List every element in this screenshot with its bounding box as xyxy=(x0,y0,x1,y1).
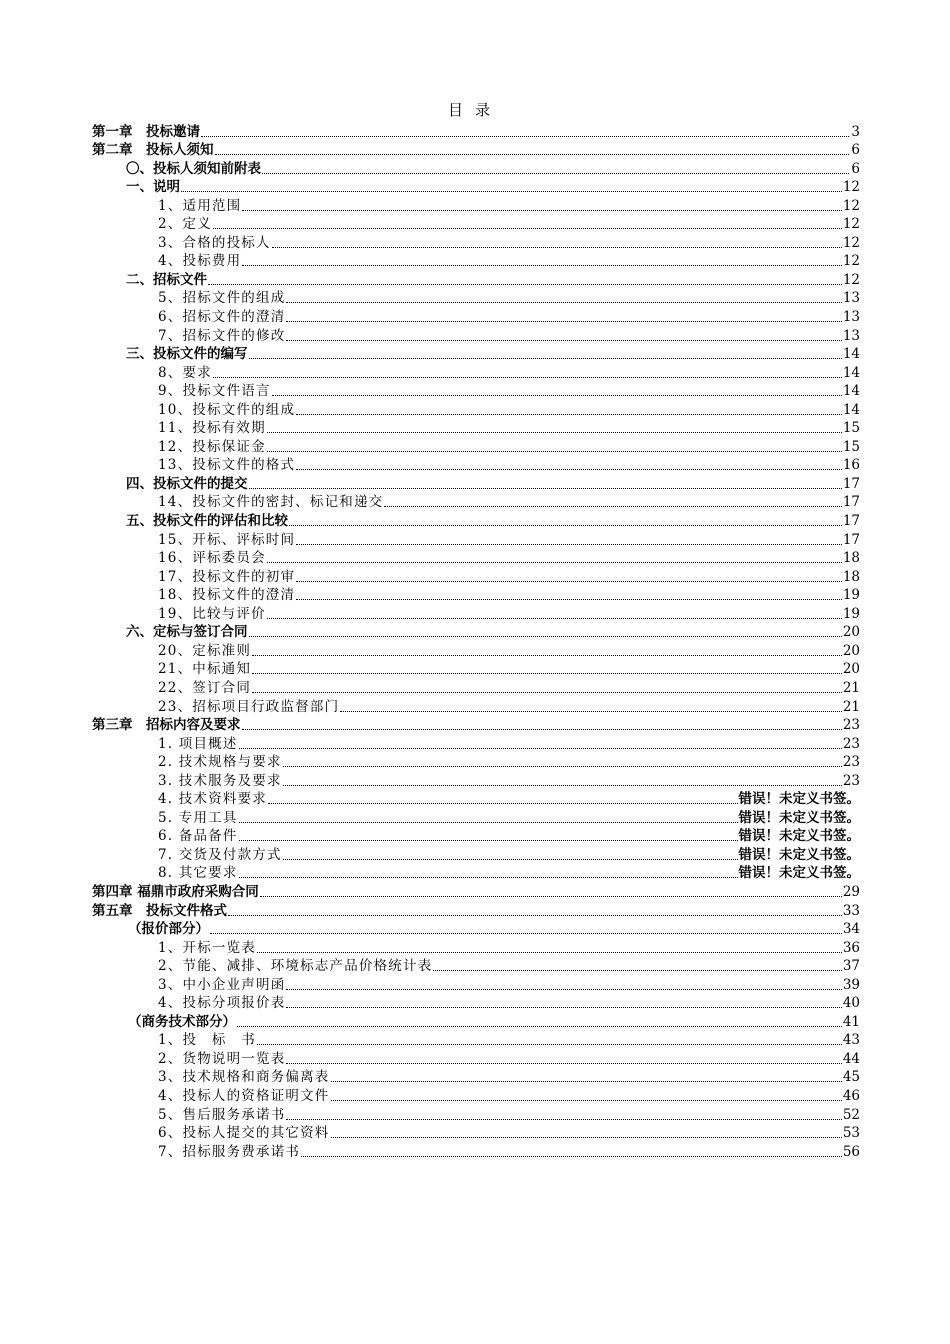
toc-entry-label: 六、定标与签订合同 xyxy=(126,624,248,641)
toc-entry-page: 12 xyxy=(842,271,860,288)
dot-leader xyxy=(331,1081,842,1082)
toc-entry[interactable] xyxy=(92,269,860,288)
dot-leader xyxy=(286,989,841,990)
toc-entry-page: 29 xyxy=(842,883,860,900)
toc-entry[interactable] xyxy=(92,418,860,437)
toc-entry-label: 1、投 标 书 xyxy=(158,1032,256,1049)
dot-leader xyxy=(267,618,842,619)
toc-entry[interactable] xyxy=(92,325,860,344)
toc-entry-page: 17 xyxy=(842,513,860,530)
toc-entry-label: 6、招标文件的澄清 xyxy=(158,309,286,326)
toc-entry[interactable] xyxy=(92,1141,860,1160)
toc-entry[interactable] xyxy=(92,1067,860,1086)
toc-entry-label: 8. 其它要求 xyxy=(158,865,238,882)
toc-entry-page: 21 xyxy=(842,698,860,715)
dot-leader xyxy=(272,247,842,248)
dot-leader xyxy=(249,358,842,359)
toc-entry[interactable] xyxy=(92,548,860,567)
toc-entry[interactable] xyxy=(92,937,860,956)
toc-entry-label: 18、投标文件的澄清 xyxy=(158,587,296,604)
toc-entry[interactable] xyxy=(92,362,860,381)
dot-leader xyxy=(331,1100,842,1101)
toc-entry[interactable] xyxy=(92,436,860,455)
toc-entry-page: 20 xyxy=(842,624,860,641)
toc-entry[interactable] xyxy=(92,733,860,752)
toc-entry-page: 17 xyxy=(842,494,860,511)
toc-entry[interactable] xyxy=(92,1011,860,1030)
toc-entry-page-error: 错误！未定义书签。 xyxy=(738,828,860,845)
toc-entry-page: 44 xyxy=(842,1050,860,1067)
toc-entry-page: 23 xyxy=(842,772,860,789)
toc-entry-page: 39 xyxy=(842,976,860,993)
toc-entry-page: 16 xyxy=(842,457,860,474)
toc-entry-page: 21 xyxy=(842,679,860,696)
toc-entry[interactable] xyxy=(92,399,860,418)
dot-leader xyxy=(433,970,841,971)
toc-entry-page: 14 xyxy=(842,346,860,363)
toc-entry[interactable] xyxy=(92,381,860,400)
dot-leader xyxy=(210,933,842,934)
toc-entry-page: 18 xyxy=(842,550,860,567)
toc-entry-page: 18 xyxy=(842,568,860,585)
toc-entry-label: 23、招标项目行政监督部门 xyxy=(158,698,340,715)
toc-entry-label: 7、招标文件的修改 xyxy=(158,327,286,344)
dot-leader xyxy=(283,859,738,860)
toc-entry-label: （商务技术部分） xyxy=(128,1013,236,1030)
toc-entry-page: 45 xyxy=(842,1069,860,1086)
toc-entry-label: 第二章 投标人须知 xyxy=(92,142,214,159)
dot-leader xyxy=(201,136,849,137)
dot-leader xyxy=(257,1044,842,1045)
toc-entry[interactable] xyxy=(92,752,860,771)
toc-entry[interactable] xyxy=(92,807,860,826)
dot-leader xyxy=(239,840,738,841)
dot-leader xyxy=(257,952,842,953)
dot-leader xyxy=(215,154,850,155)
toc-entry[interactable] xyxy=(92,177,860,196)
toc-entry-page-error: 错误！未定义书签。 xyxy=(738,865,860,882)
toc-entry-page: 12 xyxy=(842,216,860,233)
dot-leader xyxy=(296,544,842,545)
toc-entry-page: 13 xyxy=(842,309,860,326)
toc-entry[interactable] xyxy=(92,826,860,845)
toc-entry-page: 19 xyxy=(842,605,860,622)
dot-leader xyxy=(249,488,842,489)
toc-entry-label: 14、投标文件的密封、标记和递交 xyxy=(158,494,384,511)
toc-entry[interactable] xyxy=(92,789,860,808)
toc-entry-label: 第三章 招标内容及要求 xyxy=(92,717,241,734)
toc-entry-label: 21、中标通知 xyxy=(158,661,252,678)
toc-entry-label: 4. 技术资料要求 xyxy=(158,791,267,808)
toc-entry[interactable] xyxy=(92,473,860,492)
toc-entry-page: 37 xyxy=(842,958,860,975)
toc-entry[interactable] xyxy=(92,1104,860,1123)
toc-entry[interactable] xyxy=(92,1030,860,1049)
toc-entry-page: 14 xyxy=(842,364,860,381)
toc-entry-page: 13 xyxy=(842,290,860,307)
dot-leader xyxy=(262,173,849,174)
dot-leader xyxy=(181,191,842,192)
toc-entry-page: 3 xyxy=(851,123,860,140)
toc-entry[interactable] xyxy=(92,251,860,270)
toc-entry[interactable] xyxy=(92,993,860,1012)
toc-entry-label: 12、投标保证金 xyxy=(158,438,266,455)
toc-entry-label: 16、评标委员会 xyxy=(158,550,266,567)
dot-leader xyxy=(286,321,841,322)
toc-entry-page: 12 xyxy=(842,253,860,270)
toc-entry-page: 23 xyxy=(842,735,860,752)
dot-leader xyxy=(384,506,841,507)
toc-entry[interactable] xyxy=(92,640,860,659)
dot-leader xyxy=(252,673,842,674)
toc-entry-label: 2、货物说明一览表 xyxy=(158,1050,286,1067)
dot-leader xyxy=(296,599,842,600)
toc-entry[interactable] xyxy=(92,622,860,641)
dot-leader xyxy=(213,228,842,229)
dot-leader xyxy=(283,766,842,767)
dot-leader xyxy=(228,915,842,916)
toc-entry-page: 20 xyxy=(842,642,860,659)
toc-entry-page: 15 xyxy=(842,438,860,455)
toc-entry[interactable] xyxy=(92,455,860,474)
toc-entry-page: 43 xyxy=(842,1032,860,1049)
toc-entry-label: 6. 备品备件 xyxy=(158,828,238,845)
toc-entry-page: 6 xyxy=(851,142,860,159)
dot-leader xyxy=(286,1063,841,1064)
toc-entry[interactable] xyxy=(92,677,860,696)
toc-entry-page: 12 xyxy=(842,179,860,196)
toc-entry-label: 19、比较与评价 xyxy=(158,605,266,622)
dot-leader xyxy=(267,562,842,563)
dot-leader xyxy=(252,692,842,693)
toc-entry[interactable] xyxy=(92,603,860,622)
toc-entry-page: 41 xyxy=(842,1013,860,1030)
toc-entry-label: 一、说明 xyxy=(126,179,180,196)
dot-leader xyxy=(242,265,842,266)
dot-leader xyxy=(296,581,842,582)
toc-entry-label: 17、投标文件的初审 xyxy=(158,568,296,585)
dot-leader xyxy=(242,210,842,211)
toc-entry[interactable] xyxy=(92,306,860,325)
toc-entry-label: 2. 技术规格与要求 xyxy=(158,754,282,771)
toc-entry-page: 52 xyxy=(842,1106,860,1123)
dot-leader xyxy=(239,748,842,749)
toc-entry[interactable] xyxy=(92,900,860,919)
dot-leader xyxy=(286,340,841,341)
toc-entry[interactable] xyxy=(92,1048,860,1067)
toc-entry-label: 5、招标文件的组成 xyxy=(158,290,286,307)
toc-entry-page: 13 xyxy=(842,327,860,344)
toc-entry[interactable] xyxy=(92,140,860,159)
toc-entry[interactable] xyxy=(92,158,860,177)
dot-leader xyxy=(296,414,842,415)
toc-entry[interactable] xyxy=(92,529,860,548)
toc-entry-label: 3、技术规格和商务偏离表 xyxy=(158,1069,330,1086)
toc-entry-label: 1、开标一览表 xyxy=(158,939,256,956)
toc-entry[interactable] xyxy=(92,510,860,529)
toc-entry-label: 10、投标文件的组成 xyxy=(158,401,296,418)
toc-entry-label: 5、售后服务承诺书 xyxy=(158,1106,286,1123)
toc-entry-label: 第五章 投标文件格式 xyxy=(92,902,227,919)
dot-leader xyxy=(268,803,738,804)
toc-entry-label: 4、投标费用 xyxy=(158,253,242,270)
toc-entry-label: 第四章 福鼎市政府采购合同 xyxy=(92,883,259,900)
toc-entry-page: 6 xyxy=(851,160,860,177)
toc-entry-label: 6、投标人提交的其它资料 xyxy=(158,1125,330,1142)
toc-entry[interactable] xyxy=(92,919,860,938)
toc-entry[interactable] xyxy=(92,881,860,900)
toc-entry-page: 40 xyxy=(842,995,860,1012)
toc-entry-page: 33 xyxy=(842,902,860,919)
toc-entry-label: 7. 交货及付款方式 xyxy=(158,846,282,863)
table-of-contents xyxy=(92,121,860,1160)
toc-entry-page: 17 xyxy=(842,475,860,492)
toc-entry-page-error: 错误！未定义书签。 xyxy=(738,846,860,863)
toc-entry-label: 7、招标服务费承诺书 xyxy=(158,1143,301,1160)
toc-entry[interactable] xyxy=(92,214,860,233)
toc-entry[interactable] xyxy=(92,844,860,863)
toc-entry-label: 〇、投标人须知前附表 xyxy=(126,160,261,177)
toc-entry-label: 22、签订合同 xyxy=(158,679,252,696)
dot-leader xyxy=(267,432,842,433)
dot-leader xyxy=(239,877,738,878)
dot-leader xyxy=(301,1156,842,1157)
toc-entry[interactable] xyxy=(92,659,860,678)
toc-entry-label: 五、投标文件的评估和比较 xyxy=(126,513,288,530)
dot-leader xyxy=(331,1137,842,1138)
toc-entry-label: 8、要求 xyxy=(158,364,212,381)
dot-leader xyxy=(242,729,842,730)
toc-entry-label: 2、节能、减排、环境标志产品价格统计表 xyxy=(158,958,433,975)
toc-entry-page: 46 xyxy=(842,1087,860,1104)
dot-leader xyxy=(289,525,842,526)
toc-entry-page: 14 xyxy=(842,401,860,418)
dot-leader xyxy=(208,284,842,285)
dot-leader xyxy=(286,1007,841,1008)
toc-entry-label: （报价部分） xyxy=(128,921,209,938)
toc-entry[interactable] xyxy=(92,288,860,307)
toc-entry-label: 13、投标文件的格式 xyxy=(158,457,296,474)
toc-entry-page: 23 xyxy=(842,717,860,734)
toc-entry-label: 三、投标文件的编写 xyxy=(126,346,248,363)
toc-entry[interactable] xyxy=(92,770,860,789)
toc-entry[interactable] xyxy=(92,492,860,511)
dot-leader xyxy=(286,302,841,303)
toc-entry-page: 17 xyxy=(842,531,860,548)
toc-entry-page: 53 xyxy=(842,1125,860,1142)
toc-entry[interactable] xyxy=(92,715,860,734)
toc-entry-label: 3. 技术服务及要求 xyxy=(158,772,282,789)
toc-entry-label: 20、定标准则 xyxy=(158,642,252,659)
toc-entry[interactable] xyxy=(92,974,860,993)
dot-leader xyxy=(213,377,842,378)
toc-entry-label: 11、投标有效期 xyxy=(158,420,266,437)
dot-leader xyxy=(249,636,842,637)
toc-entry-label: 第一章 投标邀请 xyxy=(92,123,200,140)
toc-entry[interactable] xyxy=(92,696,860,715)
toc-entry-page: 56 xyxy=(842,1143,860,1160)
toc-entry-label: 二、招标文件 xyxy=(126,271,207,288)
toc-entry[interactable] xyxy=(92,344,860,363)
toc-entry[interactable] xyxy=(92,863,860,882)
toc-entry-page: 12 xyxy=(842,197,860,214)
toc-entry-page: 15 xyxy=(842,420,860,437)
toc-entry[interactable] xyxy=(92,1123,860,1142)
toc-entry-label: 5. 专用工具 xyxy=(158,809,238,826)
toc-entry-label: 3、中小企业声明函 xyxy=(158,976,286,993)
toc-entry-label: 四、投标文件的提交 xyxy=(126,475,248,492)
dot-leader xyxy=(283,785,842,786)
toc-entry-label: 1. 项目概述 xyxy=(158,735,238,752)
toc-entry[interactable] xyxy=(92,956,860,975)
toc-entry-label: 3、合格的投标人 xyxy=(158,234,271,251)
toc-entry[interactable] xyxy=(92,195,860,214)
toc-entry[interactable] xyxy=(92,1085,860,1104)
toc-entry-label: 1、适用范围 xyxy=(158,197,242,214)
dot-leader xyxy=(340,711,842,712)
toc-entry-label: 2、定义 xyxy=(158,216,212,233)
dot-leader xyxy=(239,822,738,823)
toc-entry-page-error: 错误！未定义书签。 xyxy=(738,809,860,826)
toc-entry-label: 4、投标人的资格证明文件 xyxy=(158,1087,330,1104)
dot-leader xyxy=(260,896,842,897)
toc-entry-page: 12 xyxy=(842,234,860,251)
toc-title: 目录 xyxy=(447,101,502,119)
toc-entry-page: 34 xyxy=(842,921,860,938)
toc-entry[interactable] xyxy=(92,566,860,585)
toc-entry-page: 36 xyxy=(842,939,860,956)
toc-entry[interactable] xyxy=(92,232,860,251)
toc-entry[interactable] xyxy=(92,585,860,604)
toc-entry-label: 15、开标、评标时间 xyxy=(158,531,296,548)
toc-entry-label: 4、投标分项报价表 xyxy=(158,995,286,1012)
toc-entry-page: 14 xyxy=(842,383,860,400)
toc-entry-label: 9、投标文件语言 xyxy=(158,383,271,400)
dot-leader xyxy=(286,1119,841,1120)
toc-entry[interactable] xyxy=(92,121,860,140)
dot-leader xyxy=(296,469,842,470)
dot-leader xyxy=(237,1026,842,1027)
toc-entry-page: 19 xyxy=(842,587,860,604)
toc-entry-page-error: 错误！未定义书签。 xyxy=(738,791,860,808)
dot-leader xyxy=(252,655,842,656)
dot-leader xyxy=(267,451,842,452)
toc-entry-page: 20 xyxy=(842,661,860,678)
toc-entry-page: 23 xyxy=(842,754,860,771)
dot-leader xyxy=(272,395,842,396)
